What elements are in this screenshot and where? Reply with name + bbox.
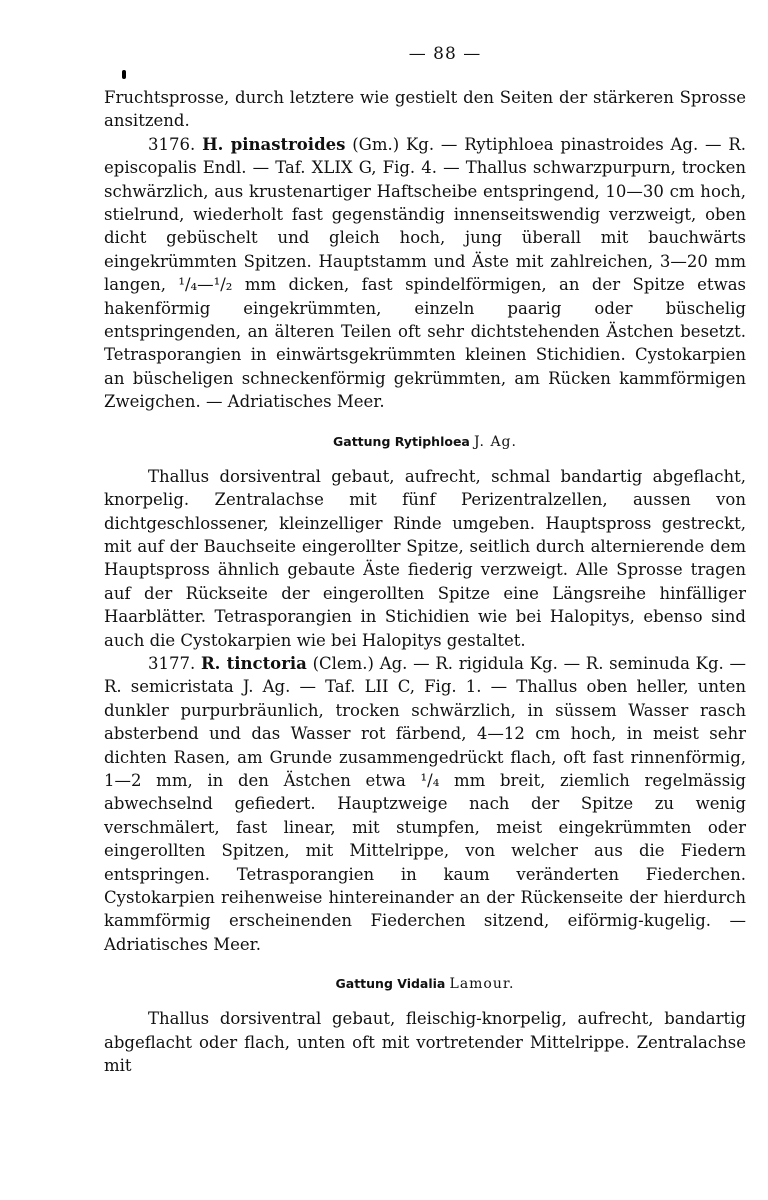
species-entry-3177 [104,652,746,956]
entry-number: 3177. [148,653,196,673]
page-number: — 88 — [408,44,482,64]
genus-heading-rytiphloea [104,432,746,453]
species-entry-3176 [104,133,746,414]
species-name: R. tinctoria [200,653,307,673]
species-name: H. pinastroides [202,134,346,154]
genus-description-rytiphloea: Thallus dorsiventral gebaut, aufrecht, schmal bandartig abgeflacht, knorpelig. Zentralachse mit fünf Perizentralzellen, aussen von dichtgeschlossener, kleinzelliger Rinde umgeben. Hauptspross gestreckt, mit auf der Bauchseite eingerollter Spitze, seitlich durch alternierende dem Hauptspross ähnlich gebaute Äste fiederig verzweigt. Alle Sprosse tragen auf der Rückseite der eingerollten Spitze eine Längsreihe hinfälliger Haarblätter. Tetrasporangien in Stichidien wie bei Halopitys, ebenso sind auch die Cystokarpien wie bei Halopitys gestaltet. [104,466,746,650]
entry-number: 3176. [148,134,196,154]
entry-text: (Clem.) Ag. — R. rigidula Kg. — R. seminuda Kg. — R. semicristata J. Ag. — Taf. LII C, Fig. 1. — Thallus oben heller, unten dunkler purpurbräunlich, trocken schwärzlich, in süssem Wasser rasch absterbend und das Wasser rot färbend, 4—12 cm hoch, in meist sehr dichten Rasen, am Grunde zusammengedrückt flach, oft fast rinnenförmig, 1—2 mm, in den Ästchen etwa ¹/₄ mm breit, ziemlich regelmässig abwechselnd gefiedert. Hauptzweige nach der Spitze zu wenig verschmälert, fast linear, mit stumpfen, meist eingekrümmten oder eingerollten Spitzen, mit Mittelrippe, von welcher aus die Fiedern entspringen. Tetrasporangien in kaum veränderten Fiederchen. Cystokarpien reihenweise hintereinander an der Rückenseite der hierdurch kammförmig erscheinenden Fiederchen sitzend, eiförmig-kugelig. — Adriatisches Meer. [104,653,747,954]
genus-name: Gattung Rytiphloea [333,433,470,449]
genus-author: Lamour. [449,976,515,993]
genus-name: Gattung Vidalia [335,976,446,992]
genus-author: J. Ag. [474,433,517,450]
genus-description-vidalia: Thallus dorsiventral gebaut, fleischig-knorpelig, aufrecht, bandartig abgeflacht oder flach, unten oft mit vortretender Mittelrippe. Zentralachse mit [104,1009,746,1076]
ink-speck [122,70,126,79]
genus-heading-vidalia [104,974,746,995]
entry-text: (Gm.) Kg. — Rytiphloea pinastroides Ag. — R. episcopalis Endl. — Taf. XLIX G, Fig. 4. — Thallus schwarzpurpurn, trocken schwärzlich, aus krustenartiger Haftscheibe entspringend, 10—30 cm hoch, stielrund, wiederholt fast gegenständig innenseitswendig verzweigt, oben dicht gebüschelt und gleich hoch, jung überall mit bauchwärts eingekrümmten Spitzen. Hauptstamm und Äste mit zahlreichen, 3—20 mm langen, ¹/₄—¹/₂ mm dicken, fast spindelförmigen, an der Spitze etwas hakenförmig eingekrümmten, einzeln paarig oder büschelig entspringenden, an älteren Teilen oft sehr dichtstehenden Ästchen besetzt. Tetrasporangien in einwärtsgekrümmten kleinen Stichidien. Cystokarpien an büscheligen schneckenförmig gekrümmten, am Rücken kammförmigen Zweigchen. — Adriatisches Meer. [104,134,746,412]
intro-paragraph: Fruchtsprosse, durch letztere wie gestielt den Seiten der stärkeren Sprosse ansitzend. [104,88,746,131]
